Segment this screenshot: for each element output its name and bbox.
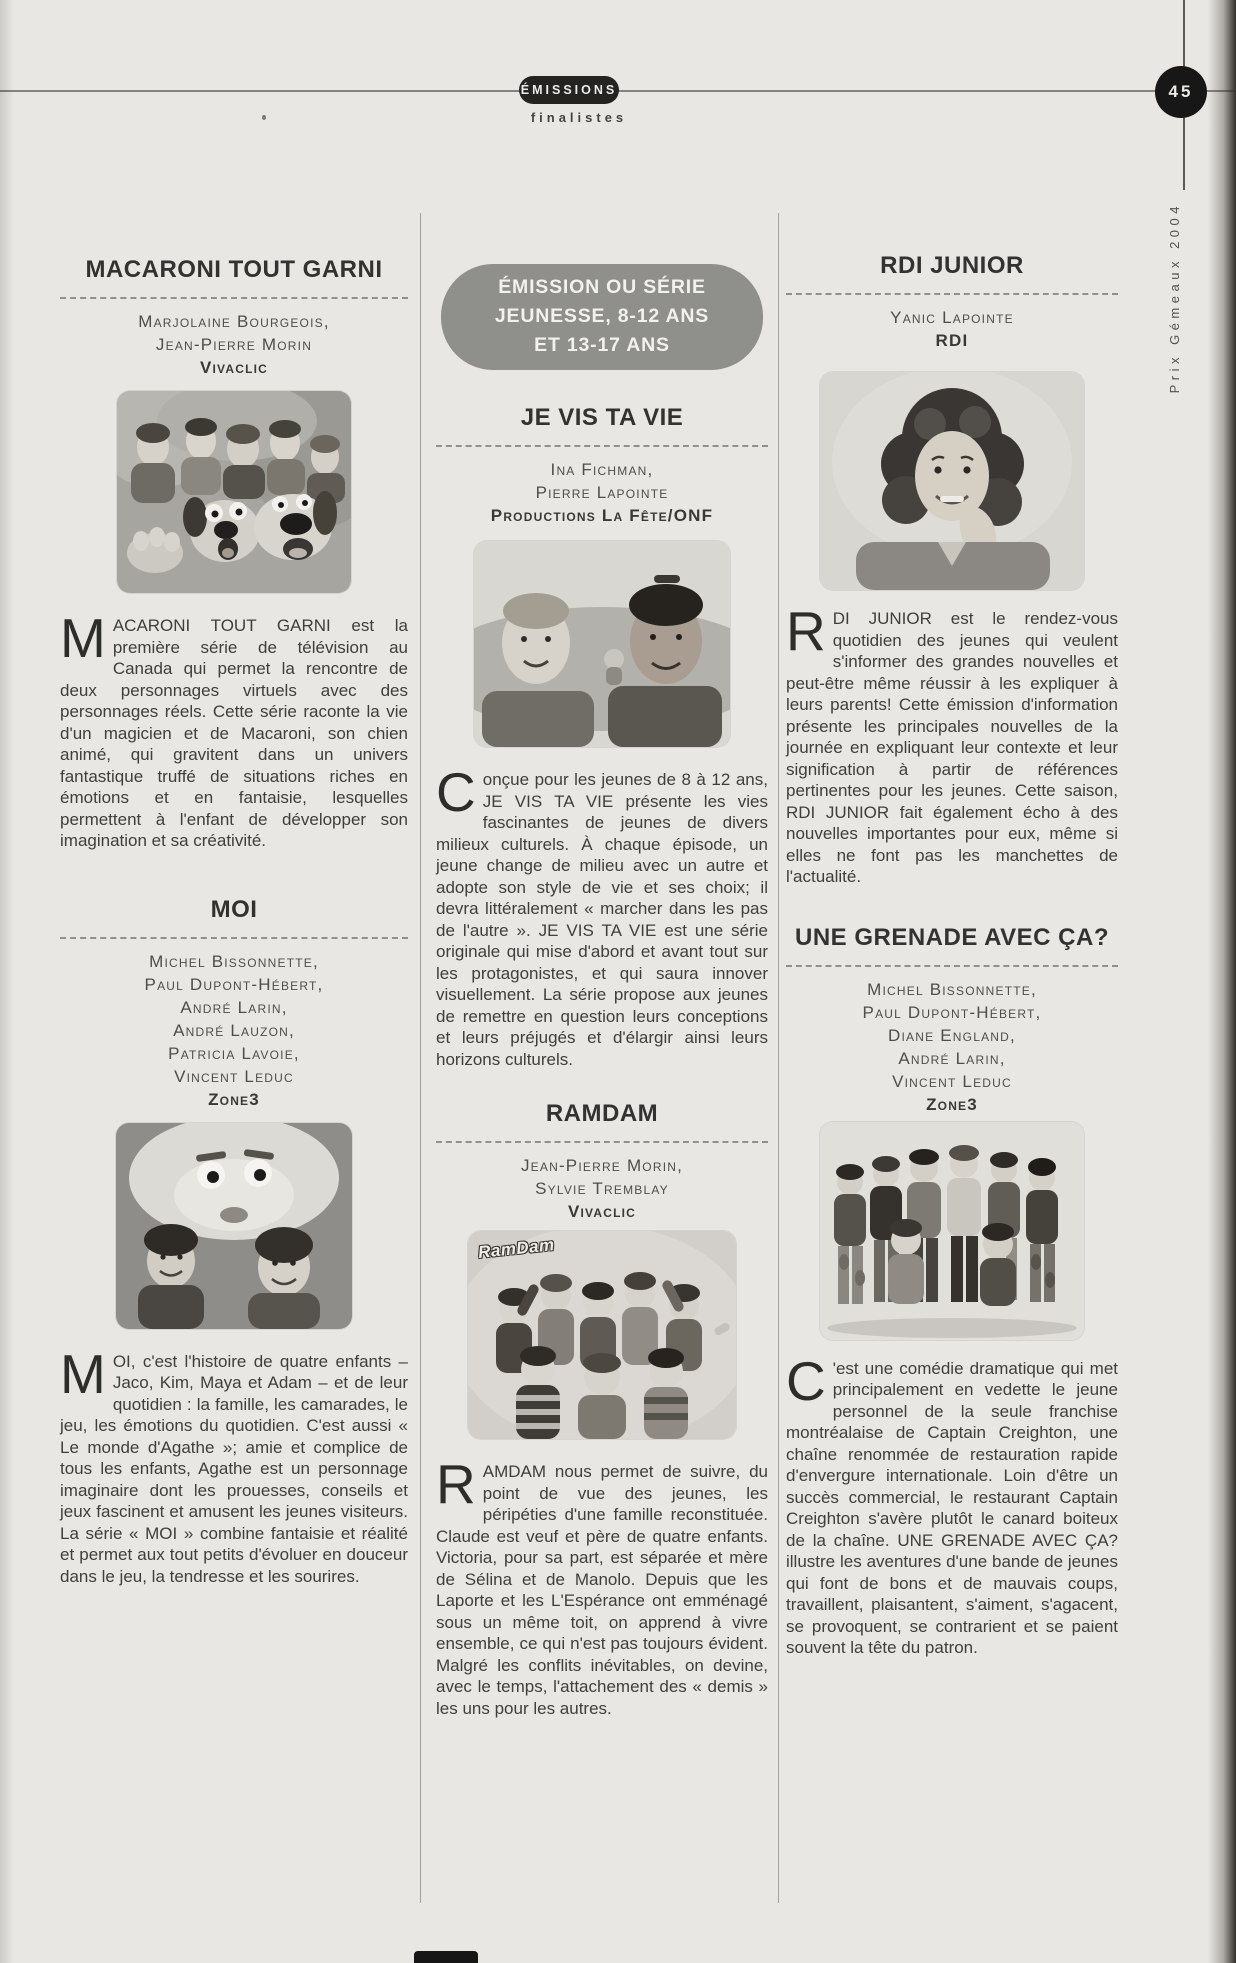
dropcap: R: [786, 600, 826, 662]
photo-illustration: [474, 541, 730, 747]
scan-edge-left: [0, 0, 14, 1963]
photo-illustration: [820, 1122, 1084, 1340]
production-company: RDI: [935, 331, 969, 350]
photo-illustration: [820, 372, 1084, 590]
photo-illustration: [468, 1231, 736, 1439]
ramdam-photo: [468, 1231, 736, 1439]
column-center: [436, 0, 768, 1736]
nominee-line: Paul Dupont-Hébert,: [862, 1002, 1042, 1022]
category-pill-label: ÉMISSIONS: [520, 83, 618, 97]
description-moi: MOI, c'est l'histoire de quatre enfants – Jaco, Kim, Maya et Adam – et de leur quotidien : la famille, les camarades, le jeu, les émotions du quotidien. C'est aussi « Le monde d'Agathe »; amie et complice de tous les enfants, Agathe est un personnage imaginaire dont les prouesses, conseils et jeux fascinent et amusent les jeunes visiteurs. La série « MOI » combine fantaisie et réalité et permet aux tout petits d'évoluer en douceur dans le jeu, la tendresse et les sourires.: [60, 1342, 408, 1586]
award-category-badge: [441, 264, 763, 370]
nominee-line: André Larin,: [898, 1048, 1006, 1068]
nominee-line: Ina Fichman,: [550, 460, 654, 479]
nominees-rdijunior: [786, 306, 1118, 352]
nominee-line: Marjolaine Bourgeois,: [138, 312, 330, 331]
nominees-grenade: [786, 978, 1118, 1116]
side-caption: Prix Gémeaux 2004: [1167, 202, 1182, 394]
section-title-macaroni: MACARONI TOUT GARNI: [85, 256, 383, 283]
nominee-line: Sylvie Tremblay: [535, 1179, 669, 1198]
column-left: [60, 0, 408, 1604]
dropcap: M: [60, 607, 106, 669]
nominee-line: Vincent Leduc: [892, 1071, 1012, 1091]
ramdam-logo: RamDam: [477, 1235, 556, 1262]
nominees-macaroni: [60, 310, 408, 379]
rdijunior-photo: [820, 372, 1084, 590]
jevistavie-photo: [474, 541, 730, 747]
column-right: [786, 0, 1118, 1676]
production-company: Vivaclic: [199, 358, 269, 377]
nominee-line: Vincent Leduc: [174, 1066, 294, 1086]
description-macaroni: MACARONI TOUT GARNI est la première série de télévision au Canada qui permet la rencontre de deux personnages virtuels avec des personnages réels. Cette série raconte la vie d'un magicien et de Macaroni, son chien animé, qui gravitent dans un univers fantastique truffé de situations riches en émotions et en fantaisie, lesquelles permettent à l'enfant de développer son imagination et sa créativité.: [60, 607, 408, 850]
section-title-jevistavie: JE VIS TA VIE: [520, 404, 684, 431]
section-title-ramdam: RAMDAM: [545, 1100, 659, 1127]
description-ramdam: RAMDAM nous permet de suivre, du point de vue des jeunes, les péripéties d'une famille reconstituée. Claude est veuf et père de quatre enfants. Victoria, pour sa part, est séparée et mère de Sélina et de Manolo. Depuis que les Laporte et les L'Espérance ont emménagé sous un même toit, on apprend à vivre ensemble, ce qui n'est pas toujours évident. Malgré les conflits inévitables, on devine, avec le temps, l'attachement des « demis » les uns pour les autres.: [436, 1453, 768, 1718]
award-category-line: ÉMISSION OU SÉRIE: [498, 276, 706, 298]
nominees-moi: [60, 950, 408, 1111]
dropcap: R: [436, 1453, 476, 1515]
photo-illustration: [117, 391, 351, 593]
scan-artifact: [414, 1951, 478, 1963]
section-title-moi: MOI: [210, 895, 258, 923]
dashed-divider: [786, 965, 1118, 967]
section-title-rdijunior: RDI JUNIOR: [880, 252, 1024, 279]
nominee-line: Yanic Lapointe: [890, 308, 1014, 327]
column-divider: [778, 213, 779, 1903]
description-jevistavie: Conçue pour les jeunes de 8 à 12 ans, JE VIS TA VIE présente les vies fascinantes de jeunes de divers milieux culturels. À chaque épisode, un jeune change de milieu avec un autre et adopte son style de vie et ses choix; il devra littéralement « marcher dans les pas de l'autre ». JE VIS TA VIE est une série originale qui mise d'abord et avant tout sur les protagonistes, et qui saura innover visuellement. La série propose aux jeunes de remettre en question leurs conceptions et leurs préjugés et d'élargir ainsi leurs horizons culturels.: [436, 761, 768, 1069]
nominee-line: Diane England,: [888, 1025, 1016, 1045]
dropcap: C: [436, 761, 476, 823]
dashed-divider: [786, 293, 1118, 295]
nominee-line: Jean-Pierre Morin,: [520, 1156, 684, 1175]
award-category-line: ET 13-17 ANS: [534, 334, 670, 356]
nominee-line: André Larin,: [180, 997, 288, 1017]
award-category-line: JEUNESSE, 8-12 ANS: [494, 305, 710, 327]
section-title-grenade: UNE GRENADE AVEC ÇA?: [794, 923, 1110, 951]
nominee-line: Jean-Pierre Morin: [155, 335, 313, 354]
nominee-line: Michel Bissonnette,: [867, 979, 1037, 999]
dashed-divider: [436, 1141, 768, 1143]
nominee-line: Pierre Lapointe: [535, 483, 669, 502]
nominees-ramdam: [436, 1154, 768, 1223]
description-grenade: C 'est une comédie dramatique qui met principalement en vedette le jeune personnel de la seule franchise montréalaise de Captain Creighton, une chaîne renommée de restauration rapide d'envergure internationale. Loin d'être un succès commercial, le restaurant Captain Creighton s'avère plutôt le canard boiteux de la chaîne. UNE GRENADE AVEC ÇA? illustre les aventures d'une bande de jeunes qui font de bons et de mauvais coups, travaillent, plaisantent, s'aiment, s'agacent, se provoquent, se contrarient et se paient souvent la tête du patron.: [786, 1349, 1118, 1657]
scan-edge-right: [1208, 0, 1236, 1963]
moi-photo: [116, 1123, 352, 1329]
page-number-badge: [1155, 66, 1207, 118]
dashed-divider: [436, 445, 768, 447]
page-number: 45: [1168, 82, 1194, 101]
production-company: Productions La Fête/ONF: [490, 506, 714, 525]
dropcap: M: [60, 1342, 106, 1405]
column-divider: [420, 213, 421, 1903]
nominees-jevistavie: [436, 458, 768, 527]
nominee-line: Paul Dupont-Hébert,: [144, 974, 324, 994]
nominee-line: Patricia Lavoie,: [168, 1043, 300, 1063]
production-company: Zone3: [926, 1094, 978, 1114]
dashed-divider: [60, 937, 408, 939]
dashed-divider: [60, 297, 408, 299]
photo-illustration: [116, 1123, 352, 1329]
dropcap: C: [786, 1349, 826, 1412]
nominee-line: André Lauzon,: [173, 1020, 295, 1040]
macaroni-photo: [117, 391, 351, 593]
category-subtitle: finalistes: [530, 110, 628, 125]
production-company: Zone3: [208, 1089, 260, 1109]
grenade-photo: [820, 1122, 1084, 1340]
nominee-line: Michel Bissonnette,: [149, 951, 319, 971]
description-rdijunior: RDI JUNIOR est le rendez-vous quotidien des jeunes qui veulent s'informer des grandes nouvelles et peut-être même réussir à les expliquer à leurs parents! Cette émission d'information présente les principales nouvelles de la journée en expliquant leur contexte et leur signification à partir de références pertinentes pour les jeunes. Cette saison, RDI JUNIOR fait également écho à des nouvelles importantes pour eux, même si elles ne font pas les manchettes de l'actualité.: [786, 600, 1118, 886]
category-pill: [519, 76, 619, 104]
production-company: Vivaclic: [567, 1202, 637, 1221]
